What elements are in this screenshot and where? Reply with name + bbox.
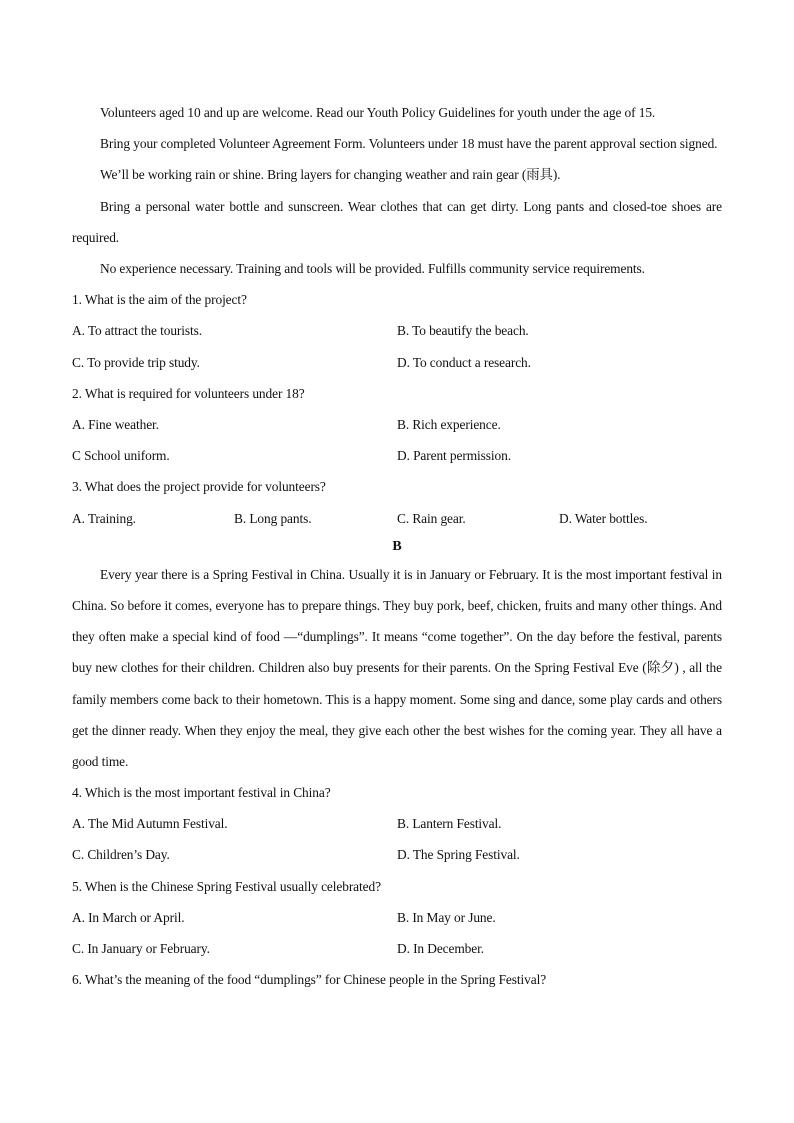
- question-3-option-d: D. Water bottles.: [559, 510, 648, 526]
- question-1-option-d: D. To conduct a research.: [397, 354, 531, 370]
- question-3-options-row: [72, 503, 722, 534]
- question-2-options-row-1: [72, 409, 722, 440]
- question-3-option-b: B. Long pants.: [234, 510, 312, 526]
- question-2-option-c: C School uniform.: [72, 448, 170, 464]
- question-4-stem: 4. Which is the most important festival in China?: [72, 785, 331, 801]
- question-4-option-d: D. The Spring Festival.: [397, 847, 520, 863]
- question-4-options-row-1: [72, 808, 722, 839]
- passage-a-paragraph-5: No experience necessary. Training and tools will be provided. Fulfills community service requirements.: [100, 261, 645, 276]
- question-5-stem: 5. When is the Chinese Spring Festival usually celebrated?: [72, 878, 381, 894]
- question-3-stem: 3. What does the project provide for volunteers?: [72, 479, 326, 495]
- page-content: [72, 97, 722, 995]
- question-1-options-row-2: [72, 347, 722, 378]
- question-1-stem: 1. What is the aim of the project?: [72, 292, 247, 308]
- question-3-option-c: C. Rain gear.: [397, 510, 466, 526]
- question-4-option-c: C. Children’s Day.: [72, 847, 170, 863]
- question-4-option-b: B. Lantern Festival.: [397, 816, 502, 832]
- section-b-passage: Every year there is a Spring Festival in China. Usually it is in January or February. It is the most important festival in China. So before it comes, everyone has to prepare things. They buy pork, beef, chicken, fruits and many other things. And they often make a special kind of food —“dumplings”. It means “come together”. On the day before the festival, parents buy new clothes for their children. Children also buy presents for their parents. On the Spring Festival Eve (除夕) , all the family members come back to their hometown. This is a happy moment. Some sing and dance, some play cards and others get the dinner ready. When they enjoy the meal, they give each other the best wishes for the coming year. They all have a good time.: [72, 566, 722, 769]
- question-4-option-a: A. The Mid Autumn Festival.: [72, 816, 228, 832]
- question-2-option-b: B. Rich experience.: [397, 416, 501, 432]
- passage-a-paragraph-3: We’ll be working rain or shine. Bring layers for changing weather and rain gear (雨具).: [100, 167, 561, 183]
- passage-a-paragraph-2: Bring your completed Volunteer Agreement Form. Volunteers under 18 must have the parent approval section signed.: [100, 136, 718, 152]
- question-1-options-row-1: [72, 315, 722, 346]
- section-b-title: B: [392, 538, 402, 554]
- question-6-stem: 6. What’s the meaning of the food “dumplings” for Chinese people in the Spring Festival?: [72, 972, 547, 988]
- question-2-options-row-2: [72, 440, 722, 471]
- question-1-option-c: C. To provide trip study.: [72, 354, 200, 370]
- passage-a-paragraph-1: Volunteers aged 10 and up are welcome. Read our Youth Policy Guidelines for youth under the age of 15.: [100, 105, 656, 120]
- question-5-option-b: B. In May or June.: [397, 909, 496, 925]
- question-5-option-d: D. In December.: [397, 941, 484, 957]
- question-1-option-b: B. To beautify the beach.: [397, 323, 529, 339]
- question-2-option-d: D. Parent permission.: [397, 448, 511, 464]
- question-3-option-a: A. Training.: [72, 510, 136, 526]
- question-4-options-row-2: [72, 839, 722, 870]
- question-5-option-c: C. In January or February.: [72, 941, 210, 957]
- passage-a-paragraph-4: Bring a personal water bottle and sunscreen. Wear clothes that can get dirty. Long pants and closed-toe shoes are required.: [72, 198, 722, 245]
- question-2-option-a: A. Fine weather.: [72, 416, 159, 432]
- question-2-stem: 2. What is required for volunteers under 18?: [72, 385, 305, 401]
- question-5-options-row-1: [72, 902, 722, 933]
- question-5-option-a: A. In March or April.: [72, 909, 185, 925]
- question-5-options-row-2: [72, 933, 722, 964]
- question-1-option-a: A. To attract the tourists.: [72, 323, 202, 339]
